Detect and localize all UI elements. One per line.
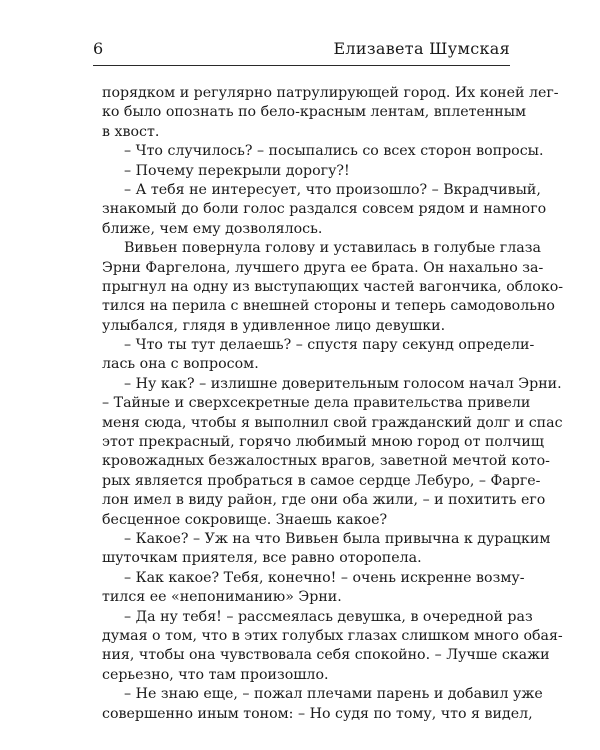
text-line: кровожадных безжалостных врагов, заветной мечтой кото- — [102, 453, 550, 470]
text-line: ния, чтобы она чувствовала себя спокойно. – Лучше скажи — [102, 647, 550, 664]
text-line: думая о том, что в этих голубых глазах слишком много обая- — [102, 627, 563, 644]
text-line: лась она с вопросом. — [102, 356, 259, 373]
text-line: Эрни Фаргелона, лучшего друга ее брата. Он нахально за- — [102, 259, 544, 276]
text-line: прыгнул на одну из выступающих частей вагончика, облоко- — [102, 278, 564, 295]
text-line: рых является пробраться в самое сердце Лебуро, – Фарге- — [102, 472, 541, 489]
text-line: шуточкам приятеля, все равно оторопела. — [102, 550, 422, 567]
text-line: серьезно, что там произошло. — [102, 666, 329, 683]
text-line: ко было опознать по бело-красным лентам, вплетенным — [102, 104, 527, 121]
text-line: – Какое? – Уж на что Вивьен была привычна к дурацким — [124, 530, 551, 547]
text-line: в хвост. — [102, 123, 160, 140]
text-line: знакомый до боли голос раздался совсем рядом и намного — [102, 201, 547, 218]
text-line: Вивьен повернула голову и уставилась в голубые глаза — [124, 240, 541, 257]
text-line: тился ее «непониманию» Эрни. — [102, 589, 342, 606]
body-text — [102, 84, 564, 724]
page-number: 6 — [93, 39, 104, 58]
text-line: – Ну как? – излишне доверительным голосом начал Эрни. — [124, 375, 562, 392]
text-line: – Что случилось? – посыпались со всех сторон вопросы. — [124, 143, 544, 160]
text-line: – Тайные и сверхсекретные дела правительства привели — [102, 395, 531, 412]
text-line: тился на перила с внешней стороны и теперь самодовольно — [102, 298, 555, 315]
text-line: – Что ты тут делаешь? – спустя пару секунд определи- — [124, 337, 535, 354]
text-line: порядком и регулярно патрулирующей город. Их коней лег- — [102, 85, 559, 101]
text-line: лон имел в виду район, где они оба жили, – и похитить его — [102, 492, 546, 509]
text-line: совершенно иным тоном: – Но судя по тому, что я видел, — [102, 705, 533, 722]
running-title: Елизавета Шумская — [333, 39, 510, 58]
page-header — [93, 38, 510, 60]
text-line: улыбался, глядя в удивленное лицо девушки. — [102, 317, 446, 334]
text-line: ближе, чем ему дозволялось. — [102, 220, 323, 237]
header-rule — [93, 65, 510, 66]
text-line: – А тебя не интересует, что произошло? – Вкрадчивый, — [124, 181, 541, 198]
text-line: этот прекрасный, горячо любимый мною город от полчищ — [102, 434, 544, 451]
text-line: – Да ну тебя! – рассмеялась девушка, в очередной раз — [124, 608, 533, 625]
text-line: – Как какое? Тебя, конечно! – очень искренне возму- — [124, 569, 525, 586]
text-line: бесценное сокровище. Знаешь какое? — [102, 511, 388, 528]
text-line: – Не знаю еще, – пожал плечами парень и добавил уже — [124, 686, 543, 703]
text-line: меня сюда, чтобы я выполнил свой гражданский долг и спас — [102, 414, 563, 431]
text-line: – Почему перекрыли дорогу?! — [124, 162, 350, 179]
